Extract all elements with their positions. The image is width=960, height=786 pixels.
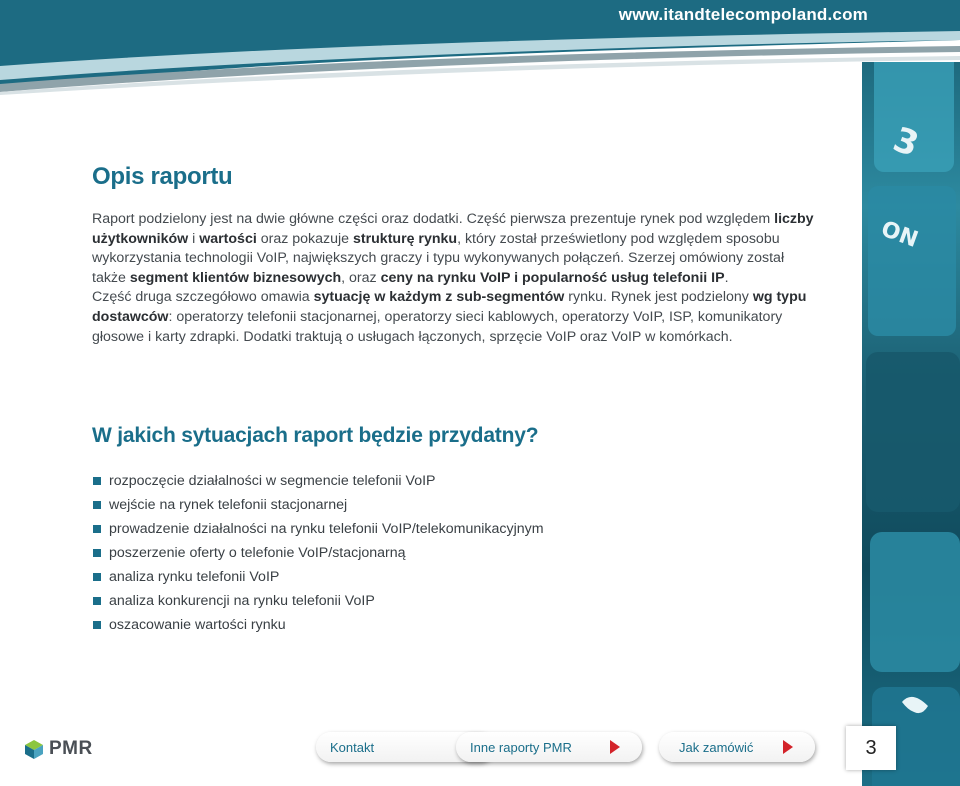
square-bullet-icon [93, 573, 101, 581]
pmr-cube-icon [24, 739, 44, 759]
list-item: rozpoczęcie działalności w segmencie telefonii VoIP [92, 469, 544, 493]
how-to-order-button[interactable] [659, 732, 815, 762]
keyboard-keys-graphic [862, 62, 960, 786]
description-paragraph-2: Część druga szczegółowo omawia sytuację w każdym z sub-segmentów rynku. Rynek jest podzielony wg typu dostawców: operatorzy telefonii stacjonarnej, operatorzy sieci kablowych, operatorzy VoIP, ISP, komunikatory głosowe i karty zdrapki. Dodatki traktują o usługach łączonych, sprzęcie VoIP oraz VoIP w komórkach. [92, 289, 807, 345]
square-bullet-icon [93, 549, 101, 557]
contact-button-label: Kontakt [330, 739, 375, 755]
list-item: wejście na rynek telefonii stacjonarnej [92, 493, 544, 517]
usage-list [92, 469, 544, 637]
site-url-link[interactable]: www.itandtelecompoland.com [618, 5, 868, 24]
square-bullet-icon [93, 597, 101, 605]
usage-title: W jakich sytuacjach raport będzie przydatny? [92, 424, 539, 447]
report-title: Opis raportu [92, 163, 233, 190]
description-paragraph-1: Raport podzielony jest na dwie główne części oraz dodatki. Część pierwsza prezentuje rynek pod względem liczby użytkowników i wartości oraz pokazuje strukturę rynku, który został prześwietlony pod względem sposobu wykorzystania technologii VoIP, największych graczy i typu wykonywanych połączeń. Szerzej omówiony został także segment klientów biznesowych, oraz ceny na rynku VoIP i popularność usług telefonii IP. [92, 211, 814, 286]
page-number: 3 [846, 726, 896, 770]
square-bullet-icon [93, 525, 101, 533]
report-description [92, 210, 817, 347]
list-item: poszerzenie oferty o telefonie VoIP/stacjonarną [92, 541, 544, 565]
list-item: analiza rynku telefonii VoIP [92, 565, 544, 589]
other-reports-button-label: Inne raporty PMR [470, 739, 572, 755]
square-bullet-icon [93, 477, 101, 485]
list-item: prowadzenie działalności na rynku telefonii VoIP/telekomunikacyjnym [92, 517, 544, 541]
header-band [0, 0, 960, 95]
pmr-logo [24, 738, 93, 760]
square-bullet-icon [93, 501, 101, 509]
svg-text:ON: ON [877, 216, 922, 253]
other-reports-button[interactable] [456, 732, 642, 762]
list-item: analiza konkurencji na rynku telefonii VoIP [92, 589, 544, 613]
how-to-order-button-label: Jak zamówić [679, 739, 754, 755]
play-arrow-icon [610, 740, 620, 754]
play-arrow-icon [783, 740, 793, 754]
square-bullet-icon [93, 621, 101, 629]
svg-text:3: 3 [887, 119, 924, 166]
keyboard-photo [862, 62, 960, 786]
list-item: oszacowanie wartości rynku [92, 613, 544, 637]
logo-text: PMR [49, 738, 93, 759]
